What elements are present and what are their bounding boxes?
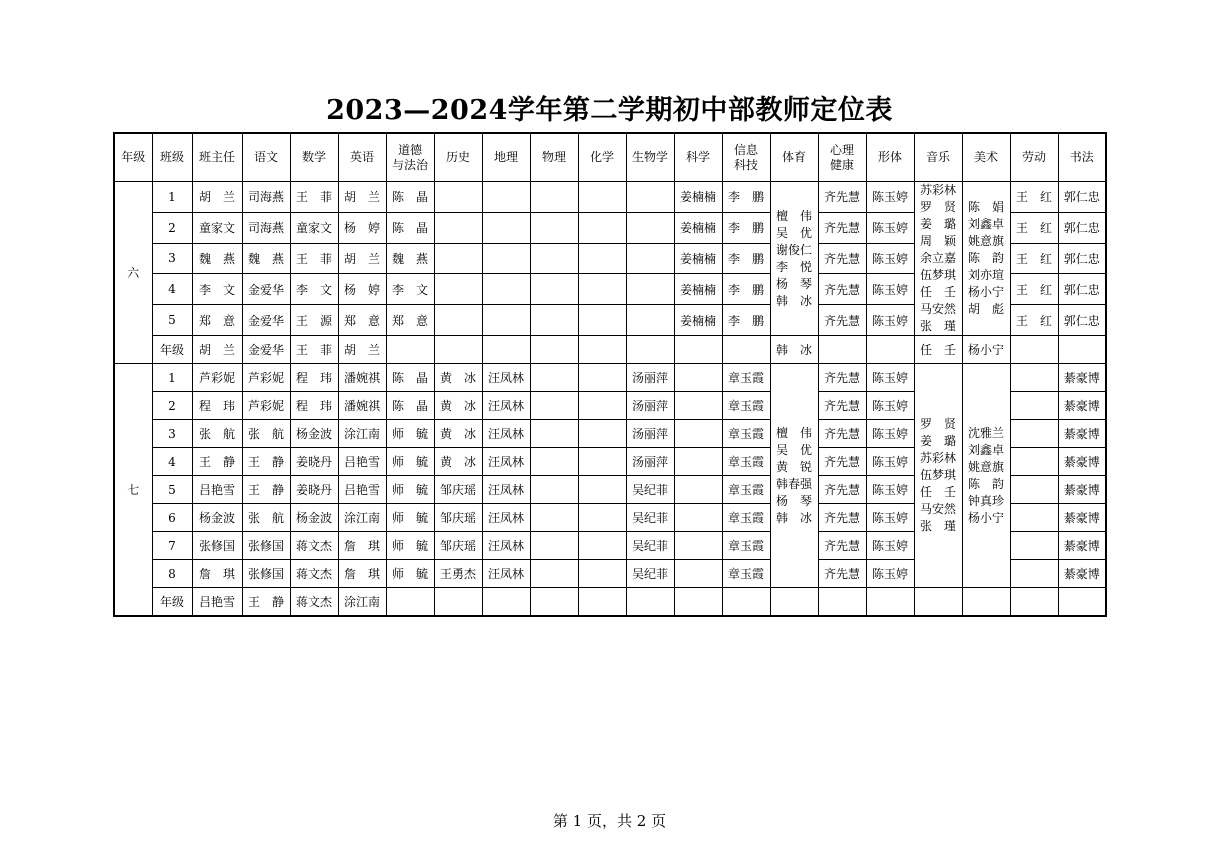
teacher-cell: 郭仁忠 (1058, 182, 1106, 213)
teacher-cell: 王 静 (192, 448, 242, 476)
art-teachers: 陈 娟 刘鑫卓 姚意旗 陈 韵 刘亦瑄 杨小宁 胡 彪 (962, 182, 1010, 336)
teacher-cell (578, 243, 626, 274)
teacher-cell: 吴纪菲 (626, 560, 674, 588)
teacher-cell: 胡 兰 (338, 182, 386, 213)
teacher-cell: 綦豪博 (1058, 560, 1106, 588)
teacher-cell: 綦豪博 (1058, 392, 1106, 420)
teacher-cell: 齐先慧 (818, 305, 866, 336)
teacher-cell (626, 212, 674, 243)
teacher-cell (1010, 420, 1058, 448)
teacher-cell (578, 274, 626, 305)
teacher-cell: 金爱华 (242, 274, 290, 305)
teacher-cell: 綦豪博 (1058, 476, 1106, 504)
teacher-cell: 司海燕 (242, 212, 290, 243)
teacher-cell: 齐先慧 (818, 504, 866, 532)
teacher-cell: 涂江南 (338, 588, 386, 617)
teacher-cell: 芦彩妮 (242, 364, 290, 392)
class-number: 7 (152, 532, 192, 560)
teacher-cell: 杨小宁 (962, 336, 1010, 364)
column-header: 地理 (482, 133, 530, 182)
teacher-cell: 王 静 (242, 476, 290, 504)
teacher-cell: 李 文 (192, 274, 242, 305)
column-header: 劳动 (1010, 133, 1058, 182)
teacher-cell: 胡 兰 (338, 336, 386, 364)
teacher-cell: 杨金波 (192, 504, 242, 532)
teacher-cell: 陈玉婷 (866, 182, 914, 213)
teacher-cell: 任 壬 (914, 336, 962, 364)
teacher-cell: 汪凤林 (482, 532, 530, 560)
teacher-cell: 陈玉婷 (866, 212, 914, 243)
teacher-cell (626, 182, 674, 213)
teacher-cell: 汤丽萍 (626, 420, 674, 448)
teacher-cell: 张修国 (242, 532, 290, 560)
teacher-cell (1058, 588, 1106, 617)
teacher-cell (1010, 476, 1058, 504)
teacher-cell: 李 文 (386, 274, 434, 305)
teacher-cell: 章玉霞 (722, 532, 770, 560)
teacher-cell: 陈玉婷 (866, 448, 914, 476)
teacher-cell: 芦彩妮 (192, 364, 242, 392)
teacher-cell: 吴纪菲 (626, 476, 674, 504)
teacher-cell: 魏 燕 (386, 243, 434, 274)
teacher-cell: 王 菲 (290, 243, 338, 274)
teacher-cell: 师 毓 (386, 476, 434, 504)
teacher-cell: 汤丽萍 (626, 448, 674, 476)
teacher-cell: 齐先慧 (818, 392, 866, 420)
column-header: 书法 (1058, 133, 1106, 182)
teacher-cell (578, 420, 626, 448)
teacher-cell: 章玉霞 (722, 560, 770, 588)
teacher-cell (530, 560, 578, 588)
teacher-cell: 王 红 (1010, 182, 1058, 213)
teacher-cell: 綦豪博 (1058, 364, 1106, 392)
teacher-cell: 陈 晶 (386, 182, 434, 213)
class-number: 2 (152, 212, 192, 243)
class-number: 3 (152, 420, 192, 448)
teacher-cell: 陈 晶 (386, 392, 434, 420)
teacher-cell: 齐先慧 (818, 560, 866, 588)
column-header: 心理 健康 (818, 133, 866, 182)
teacher-cell (578, 448, 626, 476)
teacher-cell: 金爱华 (242, 305, 290, 336)
teacher-cell (626, 336, 674, 364)
teacher-cell: 齐先慧 (818, 364, 866, 392)
teacher-cell: 汪凤林 (482, 364, 530, 392)
teacher-cell (482, 336, 530, 364)
teacher-cell: 涂江南 (338, 420, 386, 448)
column-header: 年级 (114, 133, 152, 182)
teacher-cell: 郑 意 (192, 305, 242, 336)
teacher-cell (482, 182, 530, 213)
teacher-cell: 吕艳雪 (192, 476, 242, 504)
teacher-cell: 齐先慧 (818, 448, 866, 476)
teacher-cell (578, 560, 626, 588)
teacher-cell: 郭仁忠 (1058, 243, 1106, 274)
teacher-cell: 涂江南 (338, 504, 386, 532)
column-header: 语文 (242, 133, 290, 182)
class-number: 年级 (152, 336, 192, 364)
teacher-cell: 张 航 (242, 504, 290, 532)
teacher-cell (578, 364, 626, 392)
page-title: 2023—2024学年第二学期初中部教师定位表 (326, 95, 893, 126)
teacher-cell: 李 鹏 (722, 182, 770, 213)
teacher-cell: 蒋文杰 (290, 588, 338, 617)
teacher-cell: 齐先慧 (818, 274, 866, 305)
teacher-cell: 陈玉婷 (866, 392, 914, 420)
teacher-cell: 章玉霞 (722, 476, 770, 504)
teacher-cell: 姜楠楠 (674, 305, 722, 336)
teacher-cell: 齐先慧 (818, 182, 866, 213)
teacher-cell (770, 588, 818, 617)
art-teachers: 沈雅兰 刘鑫卓 姚意旗 陈 韵 钟真珍 杨小宁 (962, 364, 1010, 588)
class-number: 5 (152, 305, 192, 336)
teacher-cell (1010, 392, 1058, 420)
teacher-cell (722, 588, 770, 617)
teacher-cell: 綦豪博 (1058, 420, 1106, 448)
teacher-cell: 黄 冰 (434, 364, 482, 392)
teacher-cell: 姜楠楠 (674, 274, 722, 305)
teacher-cell: 黄 冰 (434, 420, 482, 448)
teacher-cell: 汪凤林 (482, 504, 530, 532)
teacher-cell: 吕艳雪 (338, 476, 386, 504)
teacher-cell: 齐先慧 (818, 532, 866, 560)
teacher-cell: 郭仁忠 (1058, 305, 1106, 336)
teacher-cell: 李 文 (290, 274, 338, 305)
teacher-cell (530, 243, 578, 274)
teacher-cell: 张 航 (192, 420, 242, 448)
teacher-cell: 姜晓丹 (290, 448, 338, 476)
teacher-cell: 章玉霞 (722, 392, 770, 420)
teacher-cell: 童家文 (290, 212, 338, 243)
teacher-cell (866, 588, 914, 617)
class-number: 2 (152, 392, 192, 420)
teacher-cell: 胡 兰 (338, 243, 386, 274)
teacher-cell: 綦豪博 (1058, 532, 1106, 560)
teacher-cell: 蒋文杰 (290, 532, 338, 560)
teacher-cell: 王 静 (242, 448, 290, 476)
teacher-cell (578, 476, 626, 504)
teacher-cell: 程 玮 (192, 392, 242, 420)
teacher-cell (482, 588, 530, 617)
teacher-cell: 程 玮 (290, 392, 338, 420)
teacher-cell: 黄 冰 (434, 392, 482, 420)
teacher-cell: 杨 婷 (338, 274, 386, 305)
teacher-cell: 吕艳雪 (338, 448, 386, 476)
teacher-cell (674, 448, 722, 476)
teacher-cell: 陈玉婷 (866, 305, 914, 336)
column-header: 生物学 (626, 133, 674, 182)
column-header: 信息 科技 (722, 133, 770, 182)
teacher-cell (626, 305, 674, 336)
teacher-cell: 金爱华 (242, 336, 290, 364)
teacher-cell: 王 红 (1010, 243, 1058, 274)
teacher-cell (530, 212, 578, 243)
column-header: 音乐 (914, 133, 962, 182)
music-teachers: 苏彩林 罗 贤 姜 璐 周 颖 余立嘉 伍梦琪 任 壬 马安然 张 瑾 (914, 182, 962, 336)
teacher-cell: 吴纪菲 (626, 504, 674, 532)
class-number: 5 (152, 476, 192, 504)
teacher-cell: 王 红 (1010, 274, 1058, 305)
teacher-cell (1010, 336, 1058, 364)
teacher-cell: 张修国 (192, 532, 242, 560)
class-number: 年级 (152, 588, 192, 617)
teacher-cell (578, 305, 626, 336)
teacher-cell (578, 336, 626, 364)
teacher-cell (434, 305, 482, 336)
teacher-table (113, 132, 1107, 617)
teacher-cell (914, 588, 962, 617)
teacher-cell (530, 504, 578, 532)
teacher-cell: 陈玉婷 (866, 420, 914, 448)
teacher-cell (674, 532, 722, 560)
teacher-cell: 魏 燕 (242, 243, 290, 274)
teacher-cell (674, 560, 722, 588)
teacher-cell: 魏 燕 (192, 243, 242, 274)
teacher-cell: 芦彩妮 (242, 392, 290, 420)
teacher-cell (434, 336, 482, 364)
teacher-cell: 王 源 (290, 305, 338, 336)
teacher-cell: 詹 琪 (338, 532, 386, 560)
teacher-cell (530, 336, 578, 364)
class-number: 3 (152, 243, 192, 274)
teacher-cell (434, 274, 482, 305)
teacher-cell: 王 菲 (290, 182, 338, 213)
teacher-cell: 李 鹏 (722, 243, 770, 274)
teacher-cell: 邹庆瑶 (434, 476, 482, 504)
teacher-cell (818, 588, 866, 617)
teacher-cell: 韩 冰 (770, 336, 818, 364)
teacher-cell (434, 212, 482, 243)
teacher-cell: 汪凤林 (482, 392, 530, 420)
teacher-cell (386, 336, 434, 364)
teacher-cell: 杨 婷 (338, 212, 386, 243)
teacher-cell (1010, 364, 1058, 392)
teacher-cell: 师 毓 (386, 560, 434, 588)
teacher-cell: 章玉霞 (722, 364, 770, 392)
teacher-cell (1010, 532, 1058, 560)
teacher-cell (386, 588, 434, 617)
teacher-cell (674, 588, 722, 617)
teacher-cell (482, 274, 530, 305)
teacher-cell: 汤丽萍 (626, 364, 674, 392)
teacher-cell: 章玉霞 (722, 420, 770, 448)
column-header: 数学 (290, 133, 338, 182)
teacher-cell: 綦豪博 (1058, 448, 1106, 476)
teacher-cell: 郑 意 (386, 305, 434, 336)
teacher-cell: 郑 意 (338, 305, 386, 336)
teacher-cell (626, 274, 674, 305)
class-number: 8 (152, 560, 192, 588)
teacher-cell: 齐先慧 (818, 420, 866, 448)
teacher-cell (530, 392, 578, 420)
teacher-cell: 汪凤林 (482, 448, 530, 476)
teacher-cell: 陈玉婷 (866, 274, 914, 305)
teacher-cell (818, 336, 866, 364)
teacher-cell: 汤丽萍 (626, 392, 674, 420)
teacher-cell (434, 243, 482, 274)
class-number: 1 (152, 182, 192, 213)
teacher-cell (674, 476, 722, 504)
teacher-cell: 王 菲 (290, 336, 338, 364)
teacher-cell: 李 鹏 (722, 305, 770, 336)
teacher-cell: 陈玉婷 (866, 476, 914, 504)
teacher-cell (1058, 336, 1106, 364)
teacher-cell: 张修国 (242, 560, 290, 588)
teacher-cell (530, 305, 578, 336)
teacher-cell: 吕艳雪 (192, 588, 242, 617)
teacher-cell: 李 鹏 (722, 212, 770, 243)
teacher-cell: 姜晓丹 (290, 476, 338, 504)
teacher-cell: 师 毓 (386, 420, 434, 448)
teacher-cell: 汪凤林 (482, 420, 530, 448)
teacher-cell: 张 航 (242, 420, 290, 448)
teacher-cell: 齐先慧 (818, 476, 866, 504)
column-header: 科学 (674, 133, 722, 182)
grade-summary-row (114, 588, 1106, 617)
teacher-cell: 陈玉婷 (866, 532, 914, 560)
teacher-cell (626, 243, 674, 274)
teacher-cell (1010, 504, 1058, 532)
column-header: 物理 (530, 133, 578, 182)
teacher-cell: 姜楠楠 (674, 182, 722, 213)
teacher-cell (530, 420, 578, 448)
page-footer: 第 1 页，共 2 页 (552, 812, 667, 830)
teacher-cell: 潘婉祺 (338, 392, 386, 420)
teacher-cell: 李 鹏 (722, 274, 770, 305)
teacher-cell: 师 毓 (386, 448, 434, 476)
teacher-cell: 吴纪菲 (626, 532, 674, 560)
grade-label: 七 (114, 364, 152, 617)
teacher-cell: 郭仁忠 (1058, 274, 1106, 305)
teacher-cell: 黄 冰 (434, 448, 482, 476)
teacher-cell: 师 毓 (386, 504, 434, 532)
teacher-cell: 师 毓 (386, 532, 434, 560)
teacher-cell (578, 392, 626, 420)
teacher-cell: 詹 琪 (192, 560, 242, 588)
teacher-cell: 王 红 (1010, 305, 1058, 336)
teacher-cell (674, 504, 722, 532)
pe-teachers: 檀 伟 吴 优 黄 锐 韩春强 杨 琴 韩 冰 (770, 364, 818, 588)
teacher-cell: 汪凤林 (482, 476, 530, 504)
table-row (114, 364, 1106, 392)
teacher-cell: 潘婉祺 (338, 364, 386, 392)
teacher-cell: 邹庆瑶 (434, 532, 482, 560)
teacher-cell (674, 364, 722, 392)
teacher-cell (530, 476, 578, 504)
teacher-cell: 姜楠楠 (674, 243, 722, 274)
column-header: 道德 与法治 (386, 133, 434, 182)
teacher-cell: 司海燕 (242, 182, 290, 213)
teacher-cell: 汪凤林 (482, 560, 530, 588)
grade-summary-row (114, 336, 1106, 364)
column-header: 班级 (152, 133, 192, 182)
teacher-cell: 章玉霞 (722, 448, 770, 476)
teacher-cell: 胡 兰 (192, 336, 242, 364)
teacher-cell: 王 红 (1010, 212, 1058, 243)
teacher-cell (482, 305, 530, 336)
teacher-cell: 邹庆瑶 (434, 504, 482, 532)
teacher-cell: 程 玮 (290, 364, 338, 392)
class-number: 4 (152, 274, 192, 305)
teacher-cell (1010, 588, 1058, 617)
teacher-cell (962, 588, 1010, 617)
teacher-cell: 齐先慧 (818, 212, 866, 243)
column-header: 班主任 (192, 133, 242, 182)
teacher-cell (530, 182, 578, 213)
teacher-cell (578, 504, 626, 532)
teacher-cell (578, 588, 626, 617)
teacher-cell (530, 364, 578, 392)
header-row (114, 133, 1106, 182)
column-header: 历史 (434, 133, 482, 182)
teacher-cell (530, 274, 578, 305)
teacher-cell: 杨金波 (290, 504, 338, 532)
teacher-cell: 郭仁忠 (1058, 212, 1106, 243)
column-header: 化学 (578, 133, 626, 182)
teacher-cell (530, 532, 578, 560)
teacher-cell (482, 243, 530, 274)
teacher-cell (674, 420, 722, 448)
teacher-cell (674, 336, 722, 364)
teacher-cell: 王 静 (242, 588, 290, 617)
teacher-cell: 陈玉婷 (866, 560, 914, 588)
teacher-cell (434, 182, 482, 213)
teacher-cell: 姜楠楠 (674, 212, 722, 243)
class-number: 4 (152, 448, 192, 476)
teacher-cell (434, 588, 482, 617)
class-number: 6 (152, 504, 192, 532)
teacher-cell (1010, 560, 1058, 588)
teacher-cell: 陈玉婷 (866, 364, 914, 392)
teacher-cell: 陈 晶 (386, 212, 434, 243)
teacher-cell: 童家文 (192, 212, 242, 243)
teacher-cell: 齐先慧 (818, 243, 866, 274)
teacher-cell (482, 212, 530, 243)
column-header: 体育 (770, 133, 818, 182)
teacher-cell (1010, 448, 1058, 476)
teacher-cell: 陈 晶 (386, 364, 434, 392)
teacher-cell (578, 532, 626, 560)
teacher-cell: 章玉霞 (722, 504, 770, 532)
teacher-cell (578, 182, 626, 213)
teacher-cell: 王勇杰 (434, 560, 482, 588)
column-header: 英语 (338, 133, 386, 182)
teacher-cell: 綦豪博 (1058, 504, 1106, 532)
column-header: 形体 (866, 133, 914, 182)
teacher-cell (866, 336, 914, 364)
teacher-cell: 杨金波 (290, 420, 338, 448)
teacher-cell: 胡 兰 (192, 182, 242, 213)
column-header: 美术 (962, 133, 1010, 182)
music-teachers: 罗 贤 姜 璐 苏彩林 伍梦琪 任 壬 马安然 张 瑾 (914, 364, 962, 588)
teacher-cell (626, 588, 674, 617)
teacher-cell (722, 336, 770, 364)
teacher-cell: 陈玉婷 (866, 504, 914, 532)
grade-label: 六 (114, 182, 152, 364)
teacher-cell (674, 392, 722, 420)
pe-teachers: 檀 伟 吴 优 谢俊仁 李 悦 杨 琴 韩 冰 (770, 182, 818, 336)
table-row (114, 182, 1106, 213)
class-number: 1 (152, 364, 192, 392)
teacher-cell (578, 212, 626, 243)
teacher-cell: 詹 琪 (338, 560, 386, 588)
teacher-cell: 陈玉婷 (866, 243, 914, 274)
teacher-cell (530, 588, 578, 617)
teacher-cell (530, 448, 578, 476)
teacher-cell: 蒋文杰 (290, 560, 338, 588)
